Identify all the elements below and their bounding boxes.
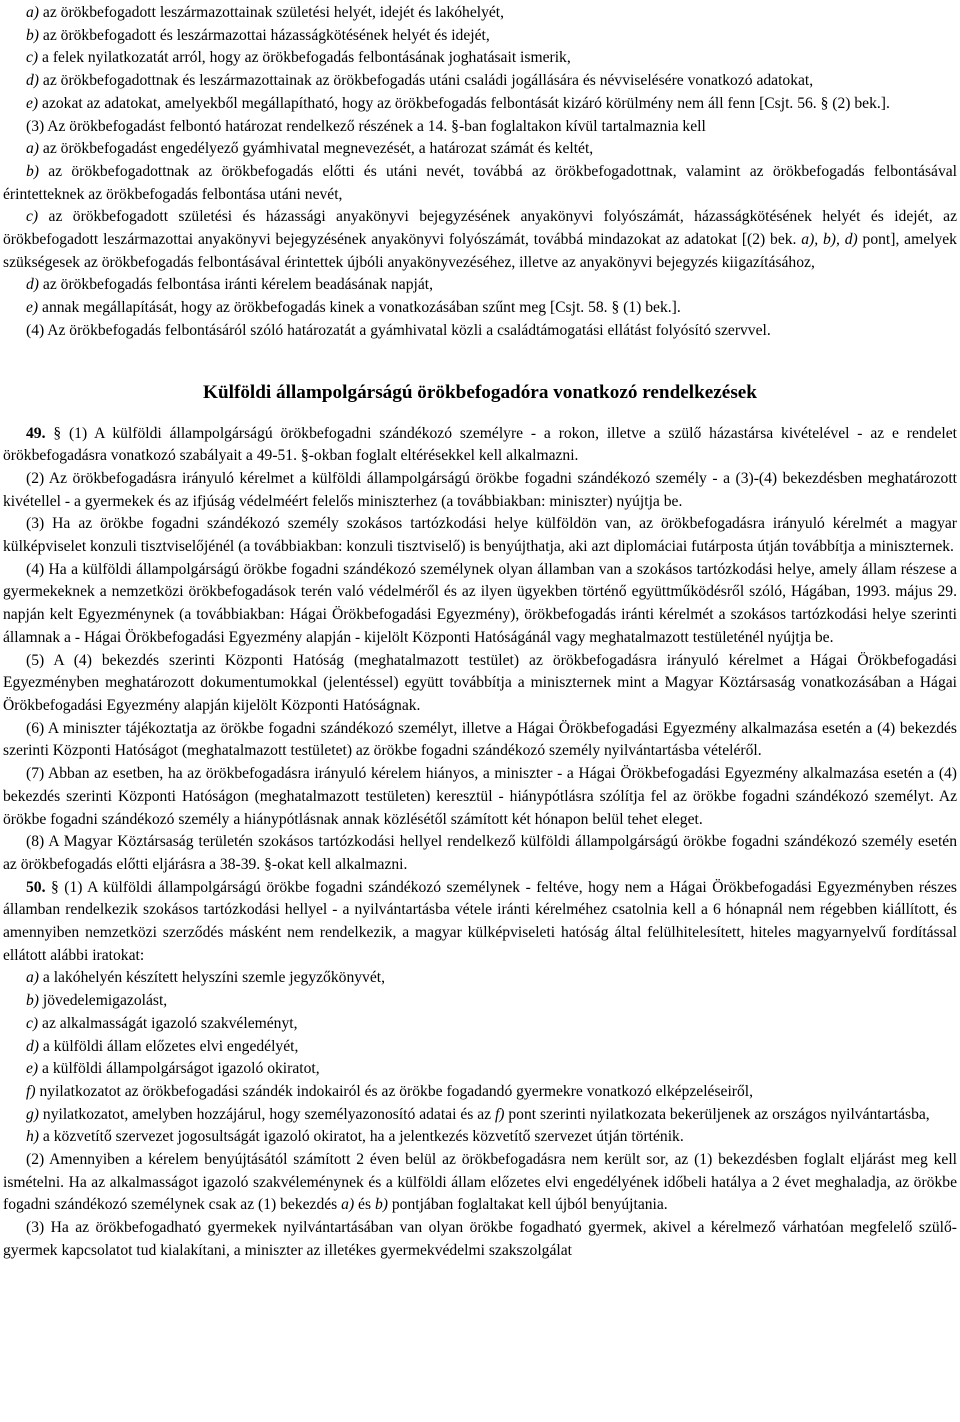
section-paragraph	[3, 877, 957, 968]
item-marker: e)	[26, 299, 39, 317]
list-item	[3, 1104, 957, 1127]
item-marker: b)	[26, 26, 39, 44]
list-item	[3, 297, 957, 320]
inline-reference: a), b), d)	[801, 231, 858, 249]
paragraph	[3, 320, 957, 343]
list-item	[3, 1036, 957, 1059]
list-item	[3, 25, 957, 48]
section-heading: Külföldi állampolgárságú örökbefogadóra vonatkozó rendelkezések	[203, 381, 757, 403]
paragraph-text: jövedelemigazolást,	[42, 992, 168, 1010]
paragraph-text: az alkalmasságát igazoló szakvéleményt,	[42, 1014, 298, 1032]
inline-reference: b)	[374, 1196, 388, 1214]
paragraph-text: pont], amelyek szükségesek az örökbefogadás felbontásával érintettek újbóli anyakönyvezéséhez, illetve az anyakönyvi bejegyzés kiigazításához,	[3, 231, 957, 271]
paragraph-text: a közvetítő szervezet jogosultságát igazoló okiratot, ha a jelentkezés közvetítő szervezet útján történik.	[42, 1128, 684, 1146]
paragraph-text: az örökbefogadást engedélyező gyámhivatal megnevezését, a határozat számát és keltét,	[42, 140, 594, 158]
paragraph-text: nyilatkozatot, amelyben hozzájárul, hogy személyazonosító adatai és az	[42, 1105, 495, 1123]
list-item	[3, 1058, 957, 1081]
list-item	[3, 967, 957, 990]
paragraph-text: (8) A Magyar Köztársaság területén szokásos tartózkodási hellyel rendelkező külföldi állampolgárságú örökbe fogadni szándékozó személy esetén az örökbefogadás előtti eljárásra a 38-39. §-okat kell alkalmazni.	[3, 833, 957, 873]
list-item	[3, 2, 957, 25]
paragraph-text: az örökbefogadás felbontása iránti kérelem beadásának napját,	[42, 276, 434, 294]
list-item	[3, 93, 957, 116]
item-marker: b)	[26, 992, 39, 1010]
paragraph-text: a külföldi állam előzetes elvi engedélyét,	[42, 1037, 299, 1055]
paragraph-text: az örökbefogadottnak az örökbefogadás előtti és utáni nevét, továbbá az örökbefogadottnak, valamint az örökbefogadás felbontásával érintetteknek az örökbefogadás felbontása utáni nevét,	[3, 162, 957, 203]
item-marker: a)	[26, 969, 39, 987]
list-item	[3, 990, 957, 1013]
paragraph	[3, 831, 957, 876]
list-item	[3, 1126, 957, 1149]
item-marker: b)	[26, 162, 39, 180]
paragraph-text: az örökbefogadott születési és házassági anyakönyvi bejegyzésének anyakönyvi folyószámát, házasságkötésének helyét és idejét, az örökbefogadott leszármazottai anyakönyvi bejegyzésének anyakönyvi folyószámát, továbbá mindazokat az adatokat [(2) bek.	[3, 208, 957, 249]
paragraph-text: nyilatkozatot az örökbefogadási szándék indokairól és az örökbe fogadandó gyermekre vonatkozó elképzeléseiről,	[39, 1082, 754, 1100]
paragraph-text: (6) A miniszter tájékoztatja az örökbe fogadni szándékozó személyt, illetve a Hágai Örökbefogadási Egyezmény alkalmazása esetén a (4) bekezdés szerinti Központi Hatóságot (meghatalmazott testületet) az örökbe fogadni szándékozó személy nyilvántartásba vételéről.	[3, 719, 957, 760]
paragraph-text: (4) Ha a külföldi állampolgárságú örökbe fogadni szándékozó személynek olyan államban van a szokásos tartózkodási helye, amely állam részese a gyermekeknek a nemzetközi örökbefogadások terén való védelméről és az ilyen ügyekben történő együttműködésről szóló, Hágában, 1993. május 29. napján kelt Egyezménynek (a továbbiakban: Hágai Örökbefogadási Egyezmény), örökbefogadás iránti kérelmét a szokásos tartózkodási helye szerinti államnak a - Hágai Örökbefogadási Egyezmény alapján - kijelölt Központi Hatóságánál vagy meghatalmazott testületénél nyújtja be.	[3, 560, 957, 646]
list-item	[3, 274, 957, 297]
inline-reference: f)	[494, 1105, 505, 1123]
list-item	[3, 206, 957, 274]
item-marker: c)	[26, 208, 39, 226]
paragraph	[3, 718, 957, 763]
paragraph-text: a felek nyilatkozatát arról, hogy az örökbefogadás felbontásának joghatásait ismerik,	[42, 49, 571, 67]
paragraph-text: § (1) A külföldi állampolgárságú örökbe fogadni szándékozó személynek - feltéve, hogy nem a Hágai Örökbefogadási Egyezményben részes államban rendelkezik szokásos tartózkodási hellyel - a nyilvántartásba vétele iránti kérelméhez csatolnia kell a 6 hónapnál nem régebben kiállított, és amennyiben nemzetközi szerződés másként nem rendelkezik, a magyar külképviseleti hatóság által felülhitelesített, hiteles magyarnyelvű fordítással ellátott alábbi iratokat:	[3, 878, 957, 964]
item-marker: d)	[26, 1037, 39, 1055]
section-number: 50.	[26, 878, 46, 896]
paragraph-text: (5) A (4) bekezdés szerinti Központi Hatóság (meghatalmazott testület) az örökbefogadásra irányuló kérelmet a Hágai Örökbefogadási Egyezményben meghatározott dokumentumokkal (jelentéssel) együtt továbbítja a miniszternek mint a Magyar Köztársaság vonatkozásában a Hágai Örökbefogadási Egyezmény alapján kijelölt Központi Hatóságnak.	[3, 651, 957, 714]
paragraph-text: pont szerinti nyilatkozata bekerüljenek az országos nyilvántartásba,	[504, 1105, 930, 1123]
paragraph-text: (4) Az örökbefogadás felbontásáról szóló határozatát a gyámhivatal közli a családtámogatási ellátást folyósító szervvel.	[26, 321, 771, 339]
item-marker: a)	[26, 140, 39, 158]
item-marker: d)	[26, 72, 39, 90]
paragraph-text: az örökbefogadottnak és leszármazottainak az örökbefogadás utáni családi jogállására és névviselésére vonatkozó adatokat,	[42, 72, 814, 90]
list-item	[3, 70, 957, 93]
paragraph-text: és	[354, 1196, 375, 1214]
paragraph-text: annak megállapítását, hogy az örökbefogadás kinek a vonatkozásában szűnt meg [Csjt. 58. § (1) bek.].	[42, 299, 681, 317]
section-number: 49.	[26, 424, 46, 442]
item-marker: c)	[26, 49, 39, 67]
paragraph-text: (3) Az örökbefogadást felbontó határozat rendelkező részének a 14. §-ban foglaltakon kívül tartalmaznia kell	[26, 117, 706, 135]
paragraph-text: pontjában foglaltakat kell újból benyújtania.	[387, 1196, 668, 1214]
paragraph	[3, 1149, 957, 1217]
item-marker: e)	[26, 94, 39, 112]
paragraph	[3, 513, 957, 558]
paragraph-text: (2) Amennyiben a kérelem benyújtásától számított 2 éven belül az örökbefogadásra nem került sor, az (1) bekezdésben foglalt eljárást meg kell ismételni. Ha az alkalmasságot igazoló szakvéleménynek és a külföldi állam előzetes elvi engedélyének időbeli hatálya a 2 évet meghaladja, az örökbe fogadni szándékozó személynek csak az (1) bekezdés	[3, 1151, 957, 1214]
paragraph-text: (3) Ha az örökbefogadható gyermekek nyilvántartásában van olyan örökbe fogadható gyermek, akivel a kérelmező várhatóan megfelelő szülő-gyermek kapcsolatot tud kialakítani, a miniszter az illetékes gyermekvédelmi szakszolgálat	[3, 1219, 957, 1259]
section-paragraph	[3, 423, 957, 468]
paragraph-text: a lakóhelyén készített helyszíni szemle jegyzőkönyvét,	[42, 969, 385, 987]
item-marker: f)	[26, 1082, 36, 1100]
paragraph	[3, 650, 957, 718]
paragraph-text: az örökbefogadott leszármazottainak születési helyét, idejét és lakóhelyét,	[42, 4, 505, 21]
paragraph	[3, 763, 957, 831]
item-marker: d)	[26, 276, 39, 294]
list-item	[3, 138, 957, 161]
item-marker: c)	[26, 1014, 39, 1032]
paragraph-text: az örökbefogadott és leszármazottai házasságkötésének helyét és idejét,	[42, 26, 490, 44]
item-marker: h)	[26, 1128, 39, 1146]
paragraph	[3, 468, 957, 513]
paragraph	[3, 116, 957, 139]
paragraph-text: (2) Az örökbefogadásra irányuló kérelmet a külföldi állampolgárságú örökbe fogadni szándékozó személy - a (3)-(4) bekezdésben meghatározott kivétellel - a gyermekek és az ifjúság védelméért felelős miniszterhez (a továbbiakban: miniszter) nyújtja be.	[3, 469, 957, 510]
paragraph-text: a külföldi állampolgárságot igazoló okiratot,	[42, 1060, 320, 1078]
paragraph-text: azokat az adatokat, amelyekből megállapítható, hogy az örökbefogadás felbontását kizáró körülmény nem áll fenn [Csjt. 56. § (2) bek.].	[42, 94, 890, 112]
item-marker: g)	[26, 1105, 39, 1123]
inline-reference: a)	[341, 1196, 355, 1214]
item-marker: a)	[26, 4, 39, 21]
paragraph-text: (3) Ha az örökbe fogadni szándékozó személy szokásos tartózkodási helye külföldön van, az örökbefogadásra irányuló kérelmét a magyar külképviselet konzuli tisztviselőjénél (a továbbiakban: konzuli tisztviselő) is benyújthatja, aki azt diplomáciai futárposta útján továbbítja a miniszternek.	[3, 515, 957, 556]
list-item	[3, 161, 957, 206]
paragraph-text: § (1) A külföldi állampolgárságú örökbefogadni szándékozó személyre - a rokon, illetve a szülő házastársa kivételével - az e rendelet örökbefogadásra vonatkozó szabályait a 49-51. §-okban foglalt eltérésekkel kell alkalmazni.	[3, 424, 957, 465]
paragraph	[3, 1217, 957, 1262]
item-marker: e)	[26, 1060, 39, 1078]
list-item	[3, 47, 957, 70]
paragraph-text: (7) Abban az esetben, ha az örökbefogadásra irányuló kérelem hiányos, a miniszter - a Hágai Örökbefogadási Egyezmény alkalmazása esetén a (4) bekezdés szerinti Központi Hatóságon (meghatalmazott testületen) keresztül - hiánypótlásra szólítja fel az örökbe fogadni szándékozó személyt. Az örökbe fogadni szándékozó személy a hiánypótlásnak annak közlésétől számított két hónapon belül tehet eleget.	[3, 765, 957, 828]
list-item	[3, 1081, 957, 1104]
list-item	[3, 1013, 957, 1036]
paragraph	[3, 559, 957, 650]
